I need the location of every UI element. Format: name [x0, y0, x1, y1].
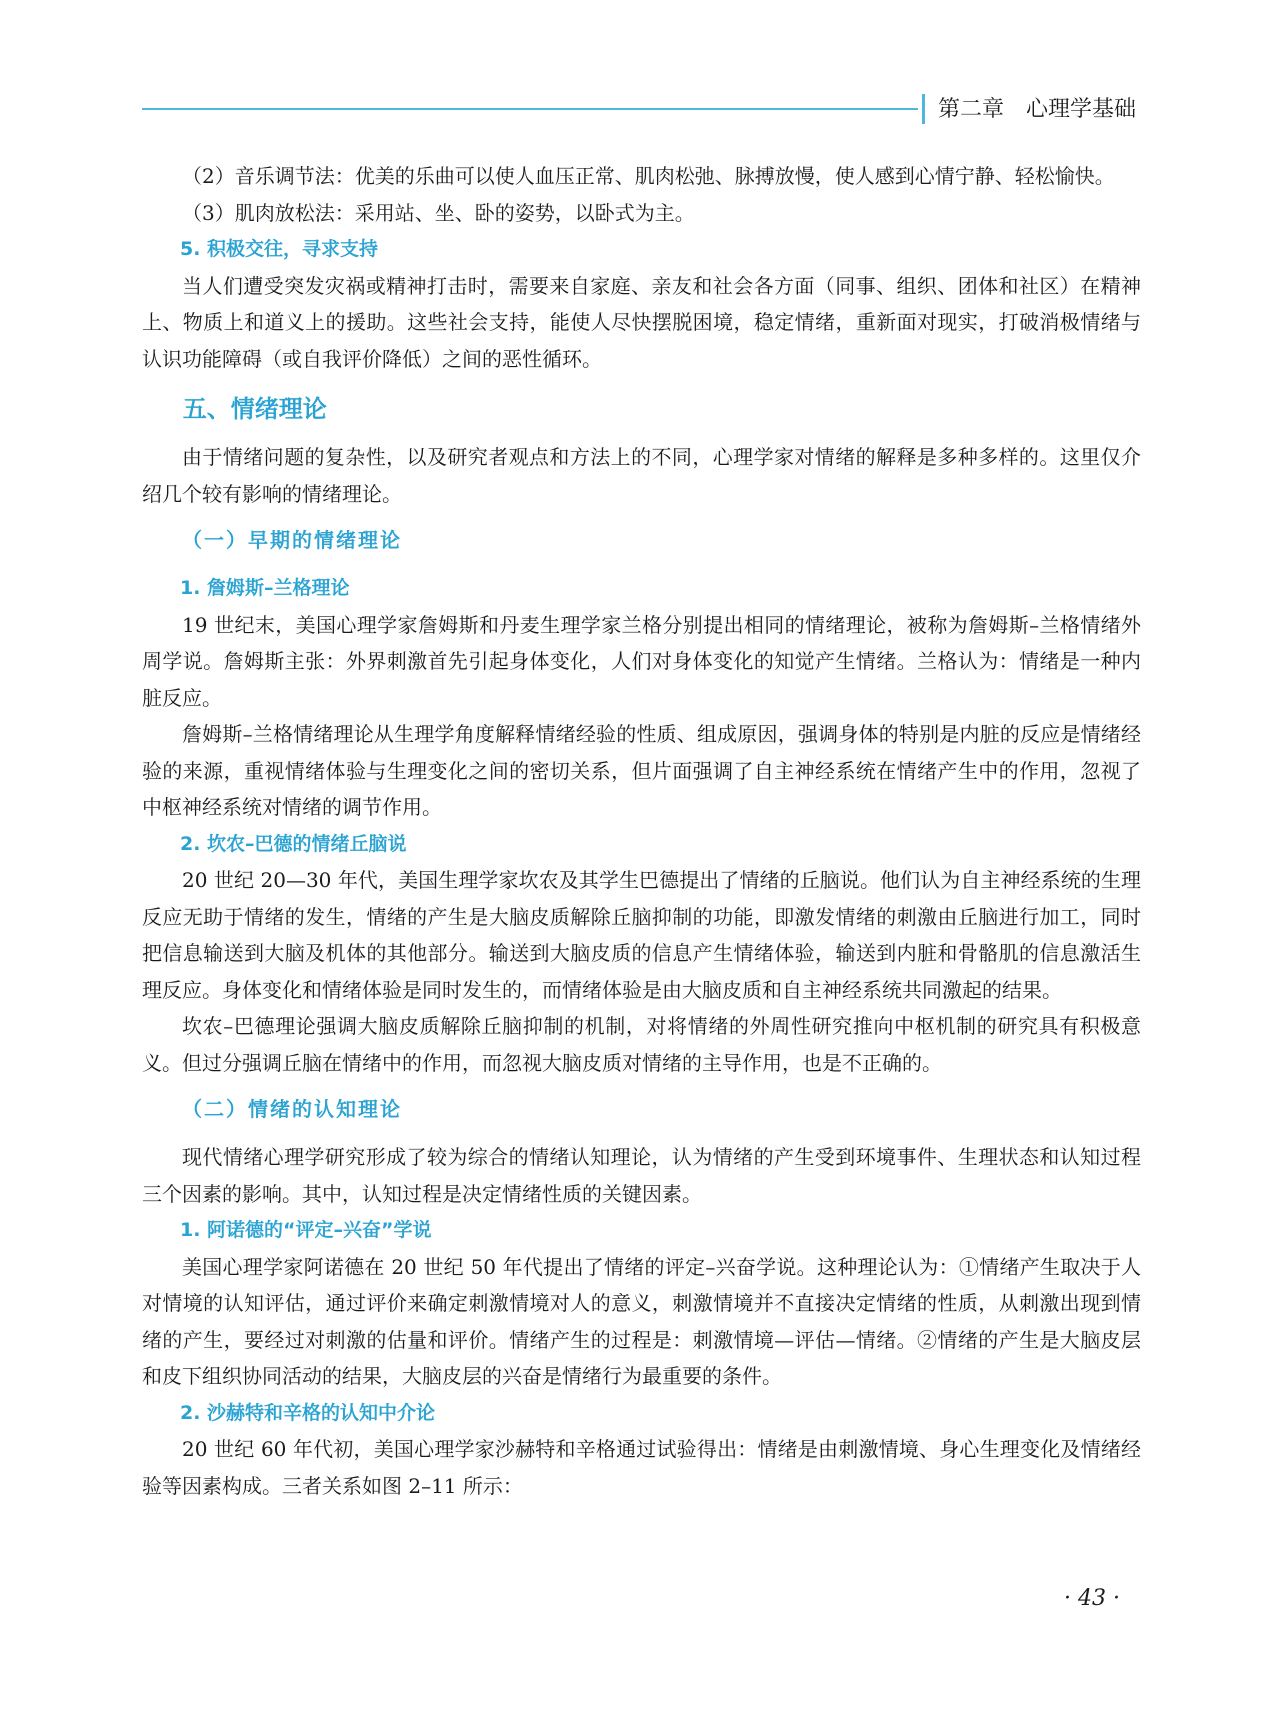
section-title-emotion-theory: 五、情绪理论 [182, 395, 327, 423]
header-divider-bar [922, 94, 925, 124]
heading-arnold: 1. 阿诺德的“评定–兴奋”学说 [180, 1219, 432, 1241]
heading-social-support: 5. 积极交往，寻求支持 [180, 238, 379, 260]
heading-cannon-bard: 2. 坎农–巴德的情绪丘脑说 [180, 832, 407, 855]
page-body [142, 158, 1141, 1504]
heading-schachter-singer: 2. 沙赫特和辛格的认知中介论 [180, 1401, 436, 1424]
paragraph-james-lange-evaluation: 詹姆斯–兰格情绪理论从生理学角度解释情绪经验的性质、组成原因，强调身体的特别是内脏的反应是情绪经验的来源，重视情绪体验与生理变化之间的密切关系，但片面强调了自主神经系统在情绪产生中的作用，忽视了中枢神经系统对情绪的调节作用。 [142, 722, 1141, 819]
chapter-title: 第二章 心理学基础 [938, 97, 1137, 122]
paragraph-cognitive-intro: 现代情绪心理学研究形成了较为综合的情绪认知理论，认为情绪的产生受到环境事件、生理状态和认知过程三个因素的影响。其中，认知过程是决定情绪性质的关键因素。 [142, 1145, 1141, 1206]
paragraph-cannon-bard-evaluation: 坎农–巴德理论强调大脑皮质解除丘脑抑制的机制，对将情绪的外周性研究推向中枢机制的研究具有积极意义。但过分强调丘脑在情绪中的作用，而忽视大脑皮质对情绪的主导作用，也是不正确的。 [142, 1014, 1141, 1075]
paragraph-arnold: 美国心理学家阿诺德在 20 世纪 50 年代提出了情绪的评定–兴奋学说。这种理论认为：①情绪产生取决于人对情境的认知评估，通过评价来确定刺激情境对人的意义，刺激情境并不直接决定情绪的性质，从刺激出现到情绪的产生，要经过对刺激的估量和评价。情绪产生的过程是：刺激情境—评估—情绪。②情绪的产生是大脑皮层和皮下组织协同活动的结果，大脑皮层的兴奋是情绪行为最重要的条件。 [142, 1254, 1141, 1388]
paragraph-james-lange-origin: 19 世纪末，美国心理学家詹姆斯和丹麦生理学家兰格分别提出相同的情绪理论，被称为詹姆斯–兰格情绪外周学说。詹姆斯主张：外界刺激首先引起身体变化，人们对身体变化的知觉产生情绪。兰格认为：情绪是一种内脏反应。 [142, 612, 1141, 710]
paragraph-theory-intro: 由于情绪问题的复杂性，以及研究者观点和方法上的不同，心理学家对情绪的解释是多种多样的。这里仅介绍几个较有影响的情绪理论。 [142, 445, 1141, 506]
paragraph-schachter-singer: 20 世纪 60 年代初，美国心理学家沙赫特和辛格通过试验得出：情绪是由刺激情境、身心生理变化及情绪经验等因素构成。三者关系如图 2–11 所示： [142, 1437, 1141, 1498]
paragraph-social-support: 当人们遭受突发灾祸或精神打击时，需要来自家庭、亲友和社会各方面（同事、组织、团体和社区）在精神上、物质上和道义上的援助。这些社会支持，能使人尽快摆脱困境，稳定情绪，重新面对现实，打破消极情绪与认识功能障碍（或自我评价降低）之间的恶性循环。 [142, 273, 1141, 371]
page-number: · 43 · [1064, 1586, 1120, 1611]
paragraph-muscle-relaxation: （3）肌肉放松法：采用站、坐、卧的姿势，以卧式为主。 [182, 200, 695, 225]
paragraph-cannon-bard-origin: 20 世纪 20—30 年代，美国生理学家坎农及其学生巴德提出了情绪的丘脑说。他们认为自主神经系统的生理反应无助于情绪的发生，情绪的产生是大脑皮质解除丘脑抑制的功能，即激发情绪的刺激由丘脑进行加工，同时把信息输送到大脑及机体的其他部分。输送到大脑皮质的信息产生情绪体验，输送到内脏和骨骼肌的信息激活生理反应。身体变化和情绪体验是同时发生的，而情绪体验是由大脑皮质和自主神经系统共同激起的结果。 [142, 868, 1141, 1002]
header-rule [142, 108, 918, 110]
heading-james-lange: 1. 詹姆斯–兰格理论 [180, 577, 350, 599]
subsection-title-early-theories: （一）早期的情绪理论 [182, 528, 402, 552]
subsection-title-cognitive-theories: （二）情绪的认知理论 [182, 1097, 402, 1121]
running-header [142, 88, 1142, 132]
paragraph-music-therapy: （2）音乐调节法：优美的乐曲可以使人血压正常、肌肉松弛、脉搏放慢，使人感到心情宁静、轻松愉快。 [182, 164, 1115, 188]
